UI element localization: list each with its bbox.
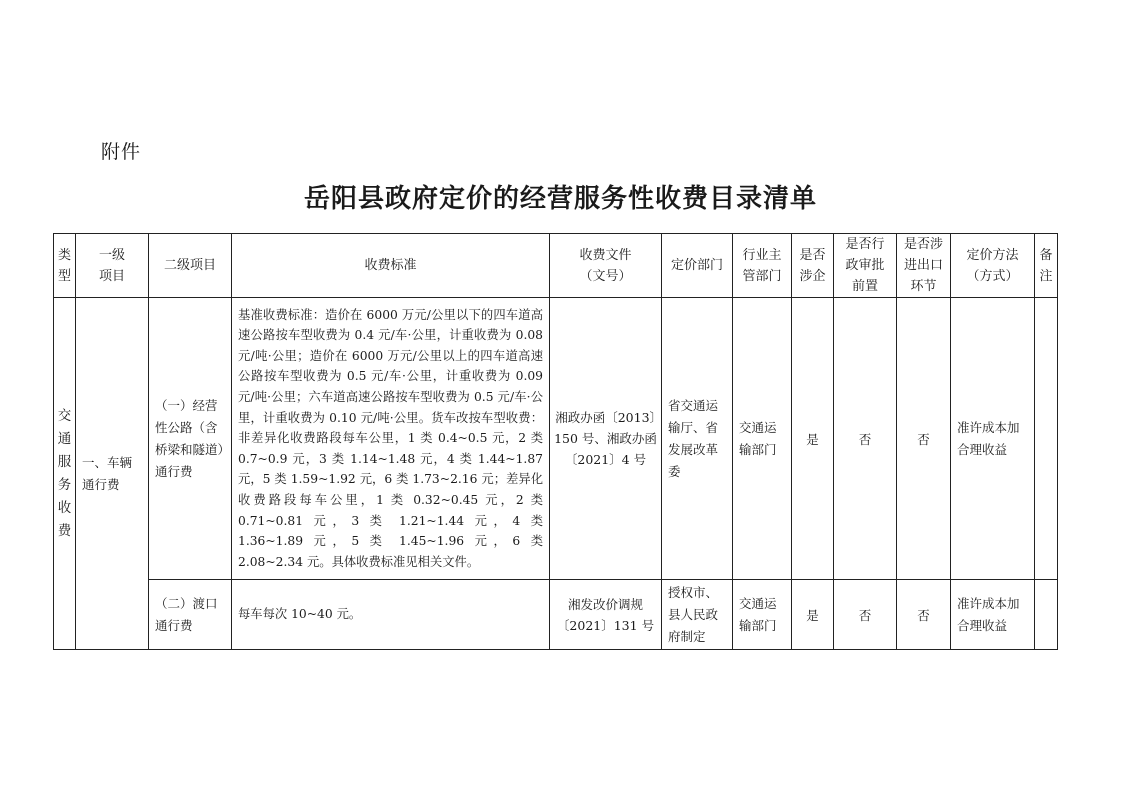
involves-enterprise-cell: 是 — [792, 580, 834, 650]
standard-cell: 每车每次 10~40 元。 — [232, 580, 550, 650]
remarks-cell — [1035, 580, 1058, 650]
header-industry-dept: 行业主 管部门 — [733, 234, 792, 298]
table-row — [54, 298, 1058, 580]
header-standard: 收费标准 — [232, 234, 550, 298]
pricing-method-cell: 准许成本加合理收益 — [951, 580, 1035, 650]
header-row — [54, 234, 1058, 298]
pricing-dept-cell: 授权市、县人民政府制定 — [662, 580, 733, 650]
remarks-cell — [1035, 298, 1058, 580]
import-export-cell: 否 — [897, 580, 951, 650]
involves-enterprise-cell: 是 — [792, 298, 834, 580]
pricing-dept-cell: 省交通运输厅、省发展改革委 — [662, 298, 733, 580]
industry-dept-cell: 交通运输部门 — [733, 580, 792, 650]
header-type: 类 型 — [54, 234, 76, 298]
document-cell: 湘政办函〔2013〕150 号、湘政办函〔2021〕4 号 — [550, 298, 662, 580]
header-involves-enterprise: 是否 涉企 — [792, 234, 834, 298]
pricing-method-cell: 准许成本加合理收益 — [951, 298, 1035, 580]
attachment-label: 附件 — [101, 141, 142, 163]
header-pricing-method: 定价方法 （方式） — [951, 234, 1035, 298]
header-pricing-dept: 定价部门 — [662, 234, 733, 298]
category-cell: 交 通 服 务 收 费 — [54, 298, 76, 650]
header-import-export: 是否涉 进出口 环节 — [897, 234, 951, 298]
admin-approval-cell: 否 — [834, 298, 897, 580]
header-remarks: 备注 — [1035, 234, 1058, 298]
header-document: 收费文件 （文号） — [550, 234, 662, 298]
level1-item-cell: 一、车辆通行费 — [76, 298, 149, 650]
document-title: 岳阳县政府定价的经营服务性收费目录清单 — [303, 184, 817, 214]
import-export-cell: 否 — [897, 298, 951, 580]
fee-catalog-table — [53, 233, 1058, 650]
header-admin-approval: 是否行 政审批 前置 — [834, 234, 897, 298]
industry-dept-cell: 交通运输部门 — [733, 298, 792, 580]
admin-approval-cell: 否 — [834, 580, 897, 650]
standard-cell: 基准收费标准：造价在 6000 万元/公里以下的四车道高速公路按车型收费为 0.4 元/车·公里，计重收费为 0.08 元/吨·公里；造价在 6000 万元/公里以上的四车道高速公路按车型收费为 0.5 元/车·公里，计重收费为 0.09 元/吨·公里；六车道高速公路按车型收费为 0.5 元/车·公里，计重收费为 0.10 元/吨·公里。货车改按车型收费：非差异化收费路段每车公里，1 类 0.4~0.5 元，2 类 0.7~0.9 元，3 类 1.14~1.48 元，4 类 1.44~1.87 元，5 类 1.59~1.92 元，6 类 1.73~2.16 元；差异化收费路段每车公里，1 类 0.32~0.45 元，2 类 0.71~0.81 元，3 类 1.21~1.44 元，4 类 1.36~1.89 元，5 类 1.45~1.96 元，6 类 2.08~2.34 元。具体收费标准见相关文件。 — [232, 298, 550, 580]
header-level2: 二级项目 — [149, 234, 232, 298]
level2-item-cell: （一）经营性公路（含桥梁和隧道）通行费 — [149, 298, 232, 580]
document-cell: 湘发改价调规〔2021〕131 号 — [550, 580, 662, 650]
header-level1: 一级 项目 — [76, 234, 149, 298]
level2-item-cell: （二）渡口通行费 — [149, 580, 232, 650]
table-row — [54, 580, 1058, 650]
